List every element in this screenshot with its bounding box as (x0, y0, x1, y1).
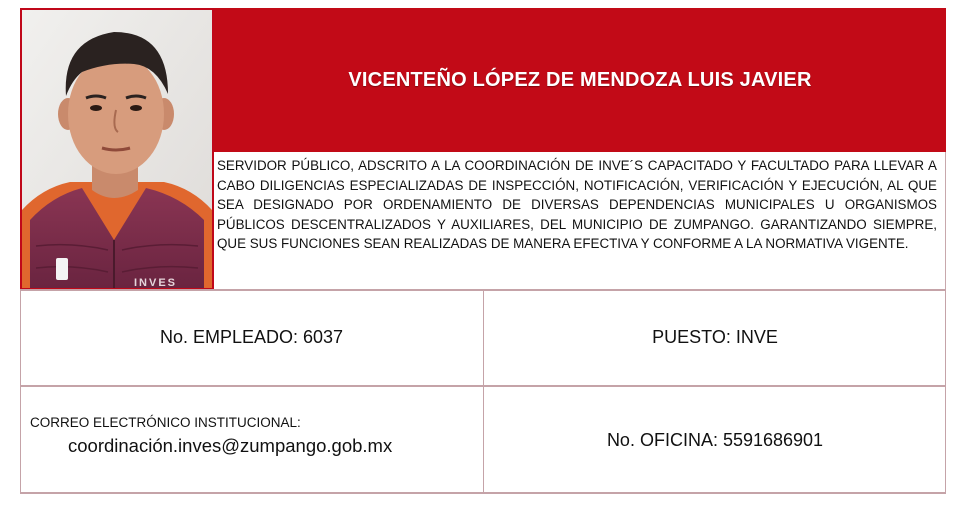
email-value: coordinación.inves@zumpango.gob.mx (68, 435, 393, 456)
employee-description: SERVIDOR PÚBLICO, ADSCRITO A LA COORDINACIÓN DE INVE´S CAPACITADO Y FACULTADO PARA LLEVAR A CABO DILIGENCIAS ESPECIALIZADAS DE INSPECCIÓN, NOTIFICACIÓN, VERIFICACIÓN Y EJECUCIÓN, AL QUE SEA DESIGNADO POR ORDENAMIENTO DE DIVERSAS DEPENDENCIAS MUNICIPALES U ORGANISMOS PÚBLICOS DESCENTRALIZADOS Y AUXILIARES, DEL MUNICIPIO DE ZUMPANGO. GARANTIZANDO SIEMPRE, QUE SUS FUNCIONES SEAN REALIZADAS DE MANERA EFECTIVA Y CONFORME A LA NORMATIVA VIGENTE. (217, 158, 937, 252)
grid-line-left (20, 289, 21, 494)
grid-line-right (945, 289, 946, 494)
employee-photo (20, 8, 214, 290)
vest-logo-text: INVES (134, 277, 178, 288)
office-phone: No. OFICINA: 5591686901 (606, 430, 824, 450)
email-label: CORREO ELECTRÓNICO INSTITUCIONAL: (30, 415, 301, 430)
employee-name: VICENTEÑO LÓPEZ DE MENDOZA LUIS JAVIER (348, 68, 812, 91)
employee-position: PUESTO: INVE (652, 327, 778, 347)
name-banner (214, 8, 946, 152)
employee-number: No. EMPLEADO: 6037 (159, 327, 344, 347)
grid-line-vertical (483, 289, 484, 494)
employee-portrait (22, 10, 212, 288)
